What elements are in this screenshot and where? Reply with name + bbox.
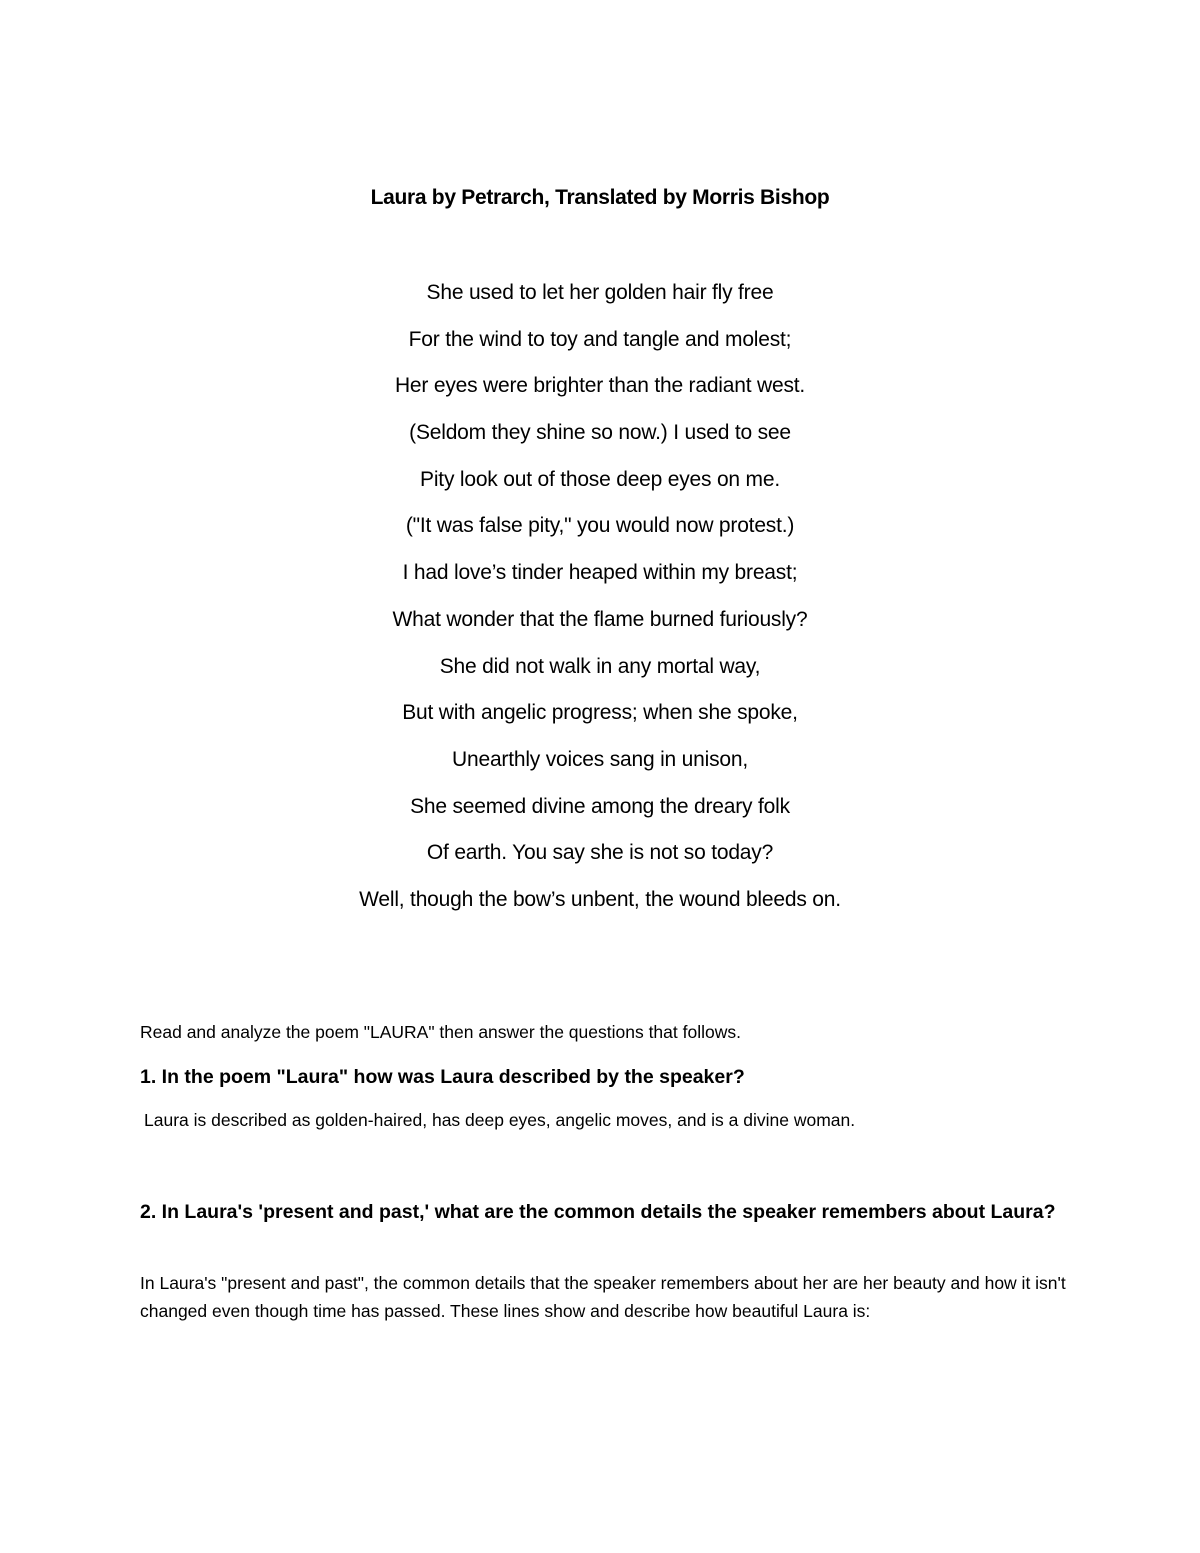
- answer-1: Laura is described as golden-haired, has deep eyes, angelic moves, and is a divine woman.: [144, 1110, 856, 1130]
- poem-line: Of earth. You say she is not so today?: [426, 841, 774, 865]
- question-2: 2. In Laura's 'present and past,' what are the common details the speaker remembers about Laura?: [140, 1201, 1056, 1223]
- poem-line: She did not walk in any mortal way,: [439, 654, 761, 678]
- poem-line: But with angelic progress; when she spoke,: [402, 701, 798, 725]
- poem-line: ("It was false pity," you would now protest.): [405, 514, 795, 538]
- poem-line: Unearthly voices sang in unison,: [452, 747, 748, 771]
- poem-title: Laura by Petrarch, Translated by Morris Bishop: [370, 186, 830, 209]
- question-1: 1. In the poem "Laura" how was Laura described by the speaker?: [140, 1066, 745, 1088]
- poem-line: She seemed divine among the dreary folk: [410, 794, 790, 818]
- poem-line: Pity look out of those deep eyes on me.: [420, 467, 780, 491]
- poem-line: (Seldom they shine so now.) I used to see: [409, 421, 791, 445]
- poem-line: Well, though the bow’s unbent, the wound bleeds on.: [359, 887, 841, 911]
- poem-line: I had love’s tinder heaped within my breast;: [402, 561, 798, 585]
- poem-line: For the wind to toy and tangle and molest;: [408, 327, 792, 351]
- instructions-text: Read and analyze the poem "LAURA" then answer the questions that follows.: [140, 1022, 741, 1042]
- answer-2: In Laura's "present and past", the common details that the speaker remembers about her are her beauty and how it isn't changed even though time has passed. These lines show and describe how beautiful Laura is:: [140, 1273, 1066, 1321]
- poem-line: Her eyes were brighter than the radiant west.: [394, 374, 806, 398]
- poem-line: What wonder that the flame burned furiously?: [392, 607, 808, 631]
- poem-line: She used to let her golden hair fly free: [426, 281, 774, 304]
- poem-body: [0, 279, 1200, 933]
